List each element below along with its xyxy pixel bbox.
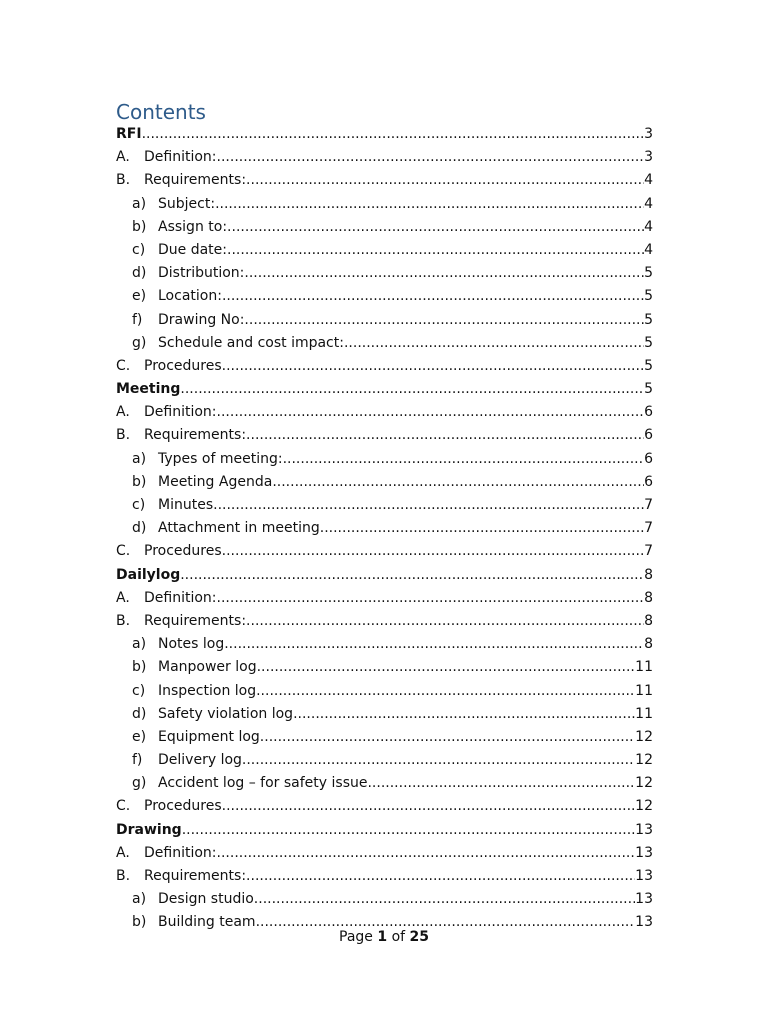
toc-entry-text: Procedures xyxy=(144,543,222,560)
toc-entry-text: Definition: xyxy=(144,149,217,166)
toc-entry[interactable] xyxy=(116,239,653,262)
toc-entry[interactable] xyxy=(116,819,653,842)
toc-entry-text: Location: xyxy=(158,288,222,305)
toc-entry-marker: a) xyxy=(132,450,147,467)
toc-entry-page-number: 7 xyxy=(644,543,653,560)
toc-entry-text: Requirements: xyxy=(144,612,247,629)
toc-entry-page-number: 4 xyxy=(644,172,653,189)
toc-entry-page-number: 13 xyxy=(635,891,653,908)
toc-entry-text: Procedures xyxy=(144,357,222,374)
toc-dot-leader xyxy=(222,795,636,818)
toc-dot-leader xyxy=(293,703,635,726)
toc-entry-page-number: 13 xyxy=(635,821,653,838)
toc-entry[interactable] xyxy=(116,587,653,610)
toc-dot-leader xyxy=(367,772,635,795)
toc-entry-text: Inspection log xyxy=(158,682,257,699)
toc-entry-page-number: 4 xyxy=(644,195,653,212)
toc-entry-text: Requirements: xyxy=(144,868,247,884)
toc-entry-marker: c) xyxy=(132,497,146,513)
toc-entry-page-number: 7 xyxy=(644,520,653,537)
toc-entry-page-number: 4 xyxy=(644,241,653,258)
toc-entry-page-number: 5 xyxy=(644,311,653,328)
toc-entry-text: Accident log – for safety issue xyxy=(158,775,368,792)
toc-entry[interactable] xyxy=(116,216,653,239)
toc-entry-marker: f) xyxy=(132,752,143,769)
toc-entry[interactable] xyxy=(116,795,653,818)
toc-dot-leader xyxy=(222,285,644,308)
toc-entry-text: Procedures xyxy=(144,798,222,815)
toc-dot-leader xyxy=(246,169,644,192)
toc-entry-page-number: 8 xyxy=(644,612,653,629)
toc-dot-leader xyxy=(222,355,644,378)
toc-entry[interactable] xyxy=(116,633,653,656)
toc-entry-page-number: 5 xyxy=(644,381,653,398)
toc-entry-page-number: 13 xyxy=(635,868,653,884)
toc-entry-page-number: 8 xyxy=(644,566,653,583)
toc-entry-marker: A. xyxy=(116,844,130,861)
toc-entry-page-number: 8 xyxy=(644,636,653,653)
toc-dot-leader xyxy=(244,309,644,332)
toc-entry[interactable] xyxy=(116,309,653,332)
toc-dot-leader xyxy=(217,401,645,424)
toc-entry-marker: B. xyxy=(116,612,131,629)
toc-entry-marker: d) xyxy=(132,265,147,282)
toc-entry[interactable] xyxy=(116,262,653,285)
toc-entry-page-number: 4 xyxy=(644,218,653,235)
toc-entry[interactable] xyxy=(116,332,653,355)
toc-dot-leader xyxy=(246,865,635,888)
toc-entry-page-number: 7 xyxy=(644,497,653,513)
toc-entry-text: Definition: xyxy=(144,404,217,421)
toc-entry-marker: d) xyxy=(132,520,147,537)
toc-entry[interactable] xyxy=(116,703,653,726)
toc-entry-text: Dailylog xyxy=(116,566,181,583)
toc-dot-leader xyxy=(254,888,635,911)
toc-entry[interactable] xyxy=(116,169,653,192)
toc-entry-page-number: 5 xyxy=(644,288,653,305)
toc-dot-leader xyxy=(217,587,645,610)
toc-entry-text: Meeting Agenda xyxy=(158,473,273,490)
toc-dot-leader xyxy=(242,749,635,772)
toc-dot-leader xyxy=(215,193,644,216)
toc-entry-text: Due date: xyxy=(158,241,228,258)
toc-entry-page-number: 5 xyxy=(644,265,653,282)
toc-entry-page-number: 5 xyxy=(644,357,653,374)
toc-entry[interactable] xyxy=(116,680,653,703)
toc-dot-leader xyxy=(180,378,644,401)
toc-dot-leader xyxy=(227,239,644,262)
toc-dot-leader xyxy=(222,540,644,563)
toc-title: Contents xyxy=(116,100,206,124)
toc-entry-marker: e) xyxy=(132,288,147,305)
toc-entry-marker: C. xyxy=(116,357,131,374)
toc-entry-marker: g) xyxy=(132,334,147,351)
toc-entry-page-number: 3 xyxy=(644,149,653,166)
toc-entry-marker: A. xyxy=(116,149,130,166)
toc-entry-text: Drawing No: xyxy=(158,311,245,328)
toc-entry-text: Meeting xyxy=(116,381,181,398)
toc-entry-text: Definition: xyxy=(144,844,217,861)
toc-entry[interactable] xyxy=(116,749,653,772)
toc-entry[interactable] xyxy=(116,471,653,494)
toc-entry-text: Attachment in meeting xyxy=(158,520,320,537)
toc-dot-leader xyxy=(227,216,644,239)
toc-entry-text: Minutes xyxy=(158,497,214,513)
toc-entry[interactable] xyxy=(116,424,653,447)
toc-entry[interactable] xyxy=(116,494,653,517)
toc-entry-text: Notes log xyxy=(158,636,225,653)
toc-dot-leader xyxy=(320,517,644,540)
toc-entry[interactable] xyxy=(116,401,653,424)
toc-entry[interactable] xyxy=(116,888,653,911)
toc-entry-text: Schedule and cost impact: xyxy=(158,334,344,351)
toc-entry-text: Design studio xyxy=(158,891,254,908)
toc-entry-marker: a) xyxy=(132,891,147,908)
toc-entry-page-number: 12 xyxy=(635,752,653,769)
toc-entry-text: Requirements: xyxy=(144,427,247,444)
footer-total-pages: 25 xyxy=(409,929,429,945)
toc-entry[interactable] xyxy=(116,540,653,563)
toc-dot-leader xyxy=(260,726,635,749)
toc-entry-marker: B. xyxy=(116,172,131,189)
toc-entry-marker: d) xyxy=(132,705,147,722)
toc-entry-text: Delivery log xyxy=(158,752,242,769)
toc-entry[interactable] xyxy=(116,842,653,865)
toc-entry-marker: c) xyxy=(132,682,146,699)
toc-dot-leader xyxy=(244,262,644,285)
toc-dot-leader xyxy=(246,424,644,447)
toc-entry-page-number: 13 xyxy=(635,844,653,861)
toc-entry-marker: C. xyxy=(116,798,131,815)
toc-entry-text: Types of meeting: xyxy=(158,450,283,467)
toc-entry-marker: B. xyxy=(116,868,131,884)
toc-dot-leader xyxy=(224,633,644,656)
toc-entry-marker: b) xyxy=(132,218,147,235)
toc-entry-marker: b) xyxy=(132,914,147,931)
toc-entry-page-number: 11 xyxy=(635,659,653,676)
toc-entry-page-number: 12 xyxy=(635,728,653,745)
toc-entry-marker: C. xyxy=(116,543,131,560)
toc-entry-page-number: 11 xyxy=(635,705,653,722)
footer-page-label: Page xyxy=(339,929,373,945)
toc-entry-marker: g) xyxy=(132,775,147,792)
toc-entry[interactable] xyxy=(116,355,653,378)
toc-entry-page-number: 6 xyxy=(644,450,653,467)
page-footer xyxy=(0,927,768,947)
footer-of-label: of xyxy=(391,929,406,945)
toc-entry-text: Subject: xyxy=(158,195,216,212)
toc-entry-text: Building team xyxy=(158,914,256,931)
toc-entry-marker: A. xyxy=(116,404,130,421)
toc-entry[interactable] xyxy=(116,772,653,795)
toc-entry-page-number: 6 xyxy=(644,473,653,490)
toc-entry-page-number: 6 xyxy=(644,427,653,444)
toc-entry-page-number: 12 xyxy=(635,798,653,815)
toc-entry-text: Equipment log xyxy=(158,728,260,745)
toc-entry[interactable] xyxy=(116,517,653,540)
toc-entry-marker: A. xyxy=(116,589,130,606)
toc-entry-page-number: 5 xyxy=(644,334,653,351)
toc-entry-marker: c) xyxy=(132,241,146,258)
toc-entry[interactable] xyxy=(116,448,653,471)
toc-entry[interactable] xyxy=(116,193,653,216)
toc-entry[interactable] xyxy=(116,285,653,308)
toc-entry-page-number: 11 xyxy=(635,682,653,699)
toc-entry-text: Manpower log xyxy=(158,659,257,676)
footer-current-page: 1 xyxy=(377,929,388,945)
toc-entry-page-number: 8 xyxy=(644,589,653,606)
toc-entry-text: Requirements: xyxy=(144,172,247,189)
toc-dot-leader xyxy=(283,448,645,471)
toc-dot-leader xyxy=(246,610,644,633)
toc-dot-leader xyxy=(272,471,644,494)
toc-entry-marker: f) xyxy=(132,311,143,328)
toc-entry-text: Definition: xyxy=(144,589,217,606)
toc-entry-marker: b) xyxy=(132,473,147,490)
toc-entry-page-number: 13 xyxy=(635,914,653,931)
toc-entry-text: Assign to: xyxy=(158,218,228,235)
toc-dot-leader xyxy=(344,332,644,355)
toc-dot-leader xyxy=(256,680,635,703)
toc-entry[interactable] xyxy=(116,656,653,679)
toc-entry-text: Safety violation log xyxy=(158,705,294,722)
toc-dot-leader xyxy=(180,564,644,587)
toc-entry[interactable] xyxy=(116,378,653,401)
toc-entry-marker: b) xyxy=(132,659,147,676)
toc-entry[interactable] xyxy=(116,146,653,169)
toc-entry-text: Distribution: xyxy=(158,265,245,282)
toc-dot-leader xyxy=(217,146,645,169)
toc-entry-marker: a) xyxy=(132,636,147,653)
toc-entry-marker: a) xyxy=(132,195,147,212)
toc-entry-marker: e) xyxy=(132,728,147,745)
toc-entry[interactable] xyxy=(116,726,653,749)
toc-entry[interactable] xyxy=(116,123,653,146)
table-of-contents xyxy=(116,123,653,935)
toc-entry-page-number: 3 xyxy=(644,126,653,142)
toc-dot-leader xyxy=(213,494,644,517)
toc-entry-text: RFI xyxy=(116,126,142,142)
toc-dot-leader xyxy=(257,656,636,679)
toc-dot-leader xyxy=(217,842,636,865)
toc-entry[interactable] xyxy=(116,610,653,633)
toc-entry-text: Drawing xyxy=(116,821,182,838)
toc-dot-leader xyxy=(182,819,635,842)
toc-dot-leader xyxy=(142,123,645,146)
toc-entry[interactable] xyxy=(116,564,653,587)
toc-entry-page-number: 6 xyxy=(644,404,653,421)
toc-entry-page-number: 12 xyxy=(635,775,653,792)
toc-entry[interactable] xyxy=(116,865,653,888)
toc-entry-marker: B. xyxy=(116,427,131,444)
